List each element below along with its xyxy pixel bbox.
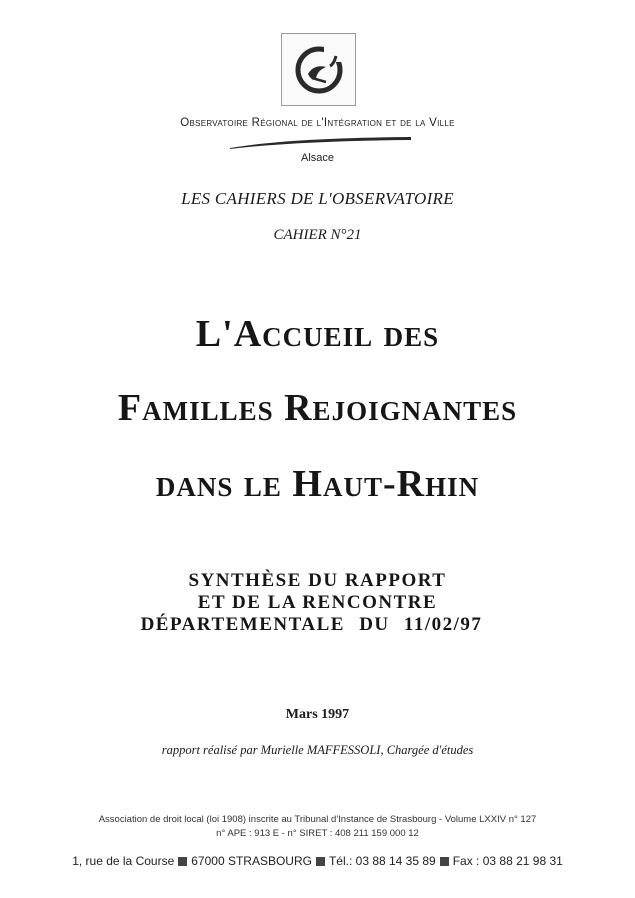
fax-number: Fax : 03 88 21 98 31 <box>452 854 563 868</box>
region-label: Alsace <box>300 152 335 164</box>
title-line-1: L'Accueil des <box>195 313 440 355</box>
association-notice: Association de droit local (loi 1908) inscrite au Tribunal d'Instance de Strasbourg - Volume LXXIV n° 127 <box>98 814 537 825</box>
organization-name: Observatoire Régional de l'Intégration et de la Ville <box>180 117 455 129</box>
series-name: LES CAHIERS DE L'OBSERVATOIRE <box>181 189 454 208</box>
subtitle-line-3: DÉPARTEMENTALE DU 11/02/97 <box>140 614 483 635</box>
bullet-square-icon <box>316 857 325 866</box>
phone-number: Tél.: 03 88 14 35 89 <box>328 854 436 868</box>
city: 67000 STRASBOURG <box>191 854 312 868</box>
title-line-3: dans le Haut-Rhin <box>155 463 480 505</box>
subtitle-line-2: ET DE LA RENCONTRE <box>197 592 438 613</box>
registration-ids: n° APE : 913 E - n° SIRET : 408 211 159 000 12 <box>216 828 419 839</box>
bullet-square-icon <box>178 857 187 866</box>
title-line-2: Familles Rejoignantes <box>117 387 518 429</box>
author-credit: rapport réalisé par Murielle MAFFESSOLI, Chargée d'études <box>161 743 474 757</box>
swoosh-icon <box>228 136 413 150</box>
subtitle-line-1: SYNTHÈSE DU RAPPORT <box>188 570 447 591</box>
publication-date: Mars 1997 <box>285 707 350 722</box>
street-address: 1, rue de la Course <box>72 854 175 868</box>
issue-number: CAHIER N°21 <box>273 227 362 243</box>
contact-line <box>0 854 635 868</box>
bullet-square-icon <box>440 857 449 866</box>
observatoire-logo-icon <box>281 33 356 106</box>
